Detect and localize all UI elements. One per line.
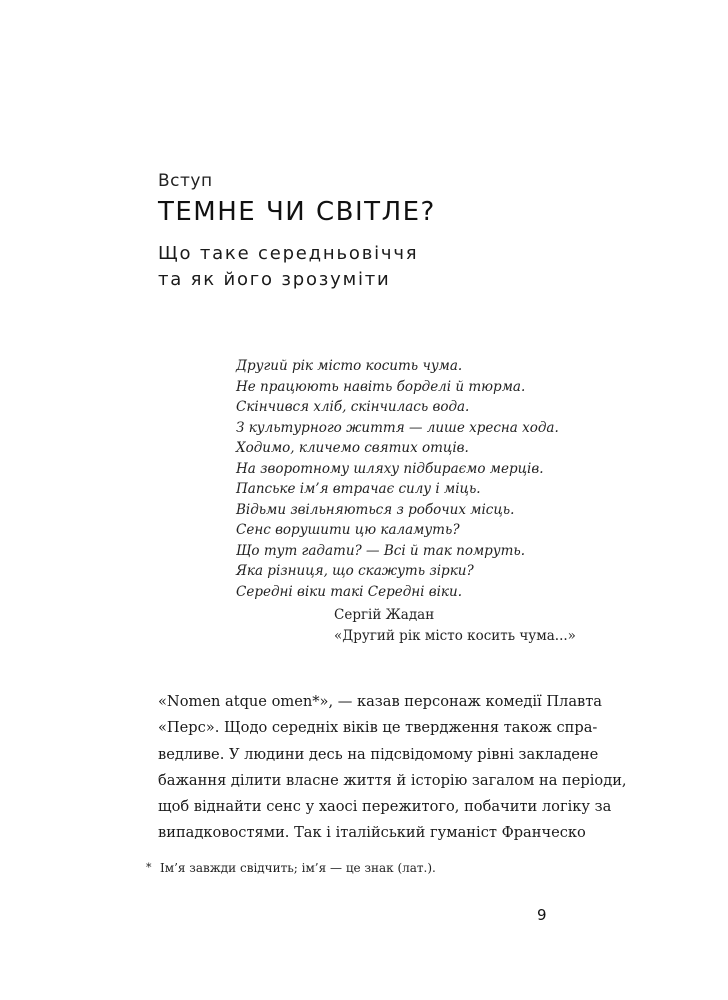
chapter-title: ТЕМНЕ ЧИ СВІТЛЕ? <box>158 197 436 227</box>
epigraph-attribution <box>334 605 576 647</box>
epigraph-line: Другий рік місто косить чума. <box>236 358 463 374</box>
epigraph-line: Відьми звільняються з робочих місць. <box>236 501 515 518</box>
epigraph-line: Скінчився хліб, скінчилась вода. <box>236 399 470 415</box>
epigraph-line: Ходимо, кличемо святих отців. <box>236 440 469 456</box>
epigraph-line: Сенс ворушити цю каламуть? <box>236 522 460 538</box>
epigraph-poem <box>236 356 559 602</box>
epigraph-line: Що тут гадати? — Всі й так помруть. <box>236 542 526 559</box>
epigraph-line: На зворотному шляху підбираємо мерців. <box>236 460 544 477</box>
epigraph-line: З культурного життя — лише хресна хода. <box>236 419 559 436</box>
epigraph-line: Не працюють навіть борделі й тюрма. <box>236 378 526 395</box>
body-paragraph <box>158 689 627 847</box>
body-line: щоб віднайти сенс у хаосі пережитого, побачити логіку за <box>158 798 612 816</box>
footnote <box>146 861 436 875</box>
page-number: 9 <box>537 906 547 924</box>
epigraph-line: Яка різниця, що скажуть зірки? <box>236 563 474 579</box>
epigraph-source: «Другий рік місто косить чума...» <box>334 628 576 644</box>
chapter-kicker: Вступ <box>158 171 213 191</box>
chapter-subtitle-line: та як його зрозуміти <box>158 269 391 290</box>
body-line: ведливе. У людини десь на підсвідомому рівні закладене <box>158 745 599 763</box>
footnote-text: Ім’я завжди свідчить; ім’я — це знак (лат.). <box>160 861 436 875</box>
body-line: бажання ділити власне життя й історію загалом на періоди, <box>158 771 627 789</box>
chapter-subtitle <box>158 241 418 293</box>
footnote-marker: * <box>146 861 152 874</box>
epigraph-author: Сергій Жадан <box>334 607 435 623</box>
body-line: «Nomen atque omen*», — казав персонаж комедії Плавта <box>158 693 603 710</box>
epigraph-line: Середні віки такі Середні віки. <box>236 583 462 600</box>
body-line: «Перс». Щодо середніх віків це твердження також спра- <box>158 719 598 737</box>
chapter-subtitle-line: Що таке середньовіччя <box>158 243 419 264</box>
body-line: випадковостями. Так і італійський гуманіст Франческо <box>158 824 586 842</box>
epigraph-line: Папське ім’я втрачає силу і міць. <box>236 481 481 497</box>
